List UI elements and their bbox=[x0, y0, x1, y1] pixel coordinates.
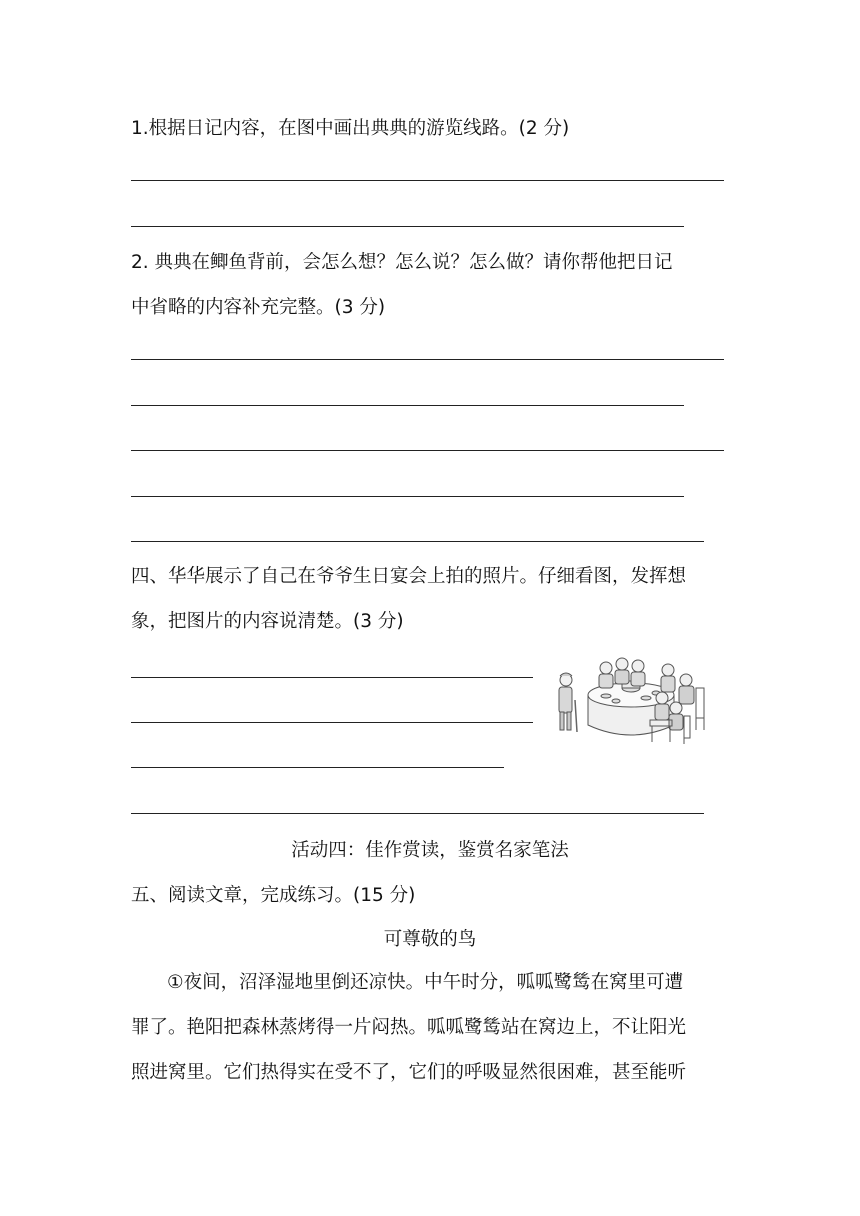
question-4-line-1: 四、华华展示了自己在爷爷生日宴会上拍的照片。仔细看图，发挥想 bbox=[131, 566, 687, 587]
question-5-text: 五、阅读文章，完成练习。(15 分) bbox=[131, 885, 416, 906]
answer-line[interactable] bbox=[131, 450, 724, 451]
answer-line[interactable] bbox=[131, 813, 704, 814]
question-2-line-1: 2. 典典在鲫鱼背前，会怎么想？怎么说？怎么做？请你帮他把日记 bbox=[131, 252, 673, 273]
answer-line[interactable] bbox=[131, 405, 684, 406]
birthday-banquet-illustration bbox=[546, 650, 714, 746]
answer-line[interactable] bbox=[131, 767, 504, 768]
answer-line[interactable] bbox=[131, 496, 684, 497]
answer-line[interactable] bbox=[131, 180, 724, 181]
article-title: 可尊敬的鸟 bbox=[383, 929, 477, 950]
article-paragraph-line: ①夜间，沼泽湿地里倒还凉快。中午时分，呱呱鹭鸶在窝里可遭 bbox=[167, 972, 684, 993]
article-paragraph-line: 照进窝里。它们热得实在受不了，它们的呼吸显然很困难，甚至能听 bbox=[131, 1062, 687, 1083]
question-4-line-2: 象，把图片的内容说清楚。(3 分) bbox=[131, 611, 404, 632]
question-2-line-2: 中省略的内容补充完整。(3 分) bbox=[131, 297, 386, 318]
question-1-text: 1.根据日记内容，在图中画出典典的游览线路。(2 分) bbox=[131, 118, 570, 139]
answer-line[interactable] bbox=[131, 226, 684, 227]
activity-heading: 活动四：佳作赏读，鉴赏名家笔法 bbox=[291, 840, 569, 861]
answer-line[interactable] bbox=[131, 359, 724, 360]
answer-line[interactable] bbox=[131, 541, 704, 542]
article-paragraph-line: 罪了。艳阳把森林蒸烤得一片闷热。呱呱鹭鸶站在窝边上，不让阳光 bbox=[131, 1017, 687, 1038]
answer-line[interactable] bbox=[131, 722, 533, 723]
answer-line[interactable] bbox=[131, 677, 533, 678]
grandpa-figure bbox=[559, 673, 577, 732]
